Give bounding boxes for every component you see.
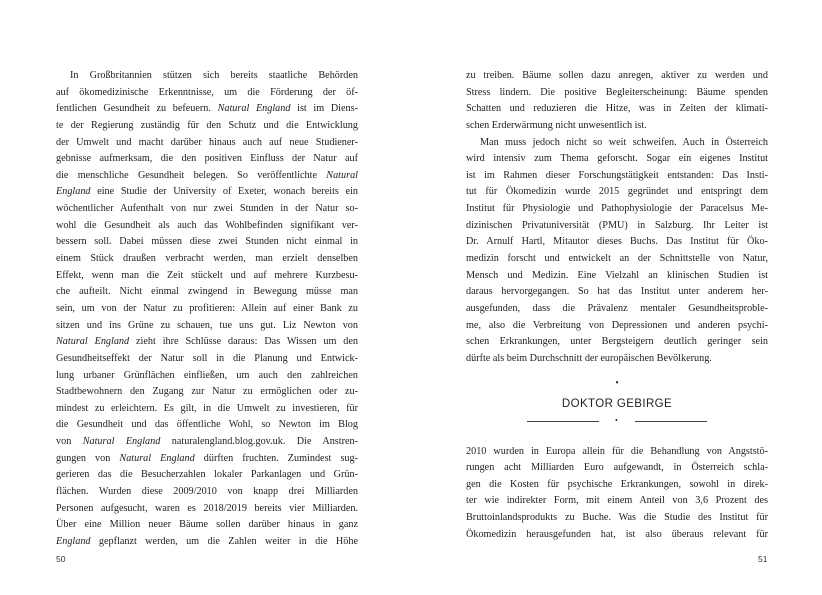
text-line: Man muss jedoch nicht so weit schweifen. Auch in Österreich (480, 136, 768, 148)
text-line: einem Stück draußen verbracht werden, man erzielt denselben (56, 253, 358, 265)
text-line: tut für Ökomedizin wurde 2015 gegründet und entspringt dem (466, 186, 768, 198)
page-number-left: 50 (56, 554, 66, 564)
text-line: Institut für Physiologie und Pathophysiologie der Paracelsus Me- (466, 203, 768, 215)
text-line: Bruttoinlandsprodukts zu Buche. Was die Studie des Institut für (466, 512, 768, 524)
text-line: Stadtbewohnern den Zugang zur Natur zu ermöglichen oder zu- (56, 386, 358, 398)
text-line: sein, um von der Natur zu profitieren: Allein auf einer Bank zu (56, 302, 358, 314)
text-line: Gesundheitseffekt der Natur soll in die Planung und Entwick- (56, 352, 358, 364)
text-line: Schatten und reduzieren die Hitze, was in Zeiten der klimati- (466, 103, 768, 115)
text-line: bessern soll. Dabei müssen diese zwei Stunden nicht einmal in (56, 236, 358, 248)
text-line: gen die Kosten für psychische Erkrankungen, sowohl in direk- (466, 478, 768, 490)
text-line: wird intensiv zum Thema geforscht. Sogar ein eigenes Institut (466, 153, 768, 165)
text-line: Mensch und Medizin. Eine Vielzahl an klinischen Studien ist (466, 269, 768, 281)
divider-dot: • (615, 415, 618, 425)
text-line: daraus hervorgegangen. So hat das Institut unter anderem her- (466, 286, 768, 298)
text-line: sitzen und ins Grüne zu schauen, tue uns gut. Liz Newton von (56, 319, 358, 331)
text-line: che aufteilt. Nicht einmal zwingend in Bewegung müsse man (56, 286, 358, 298)
text-line: Effekt, wenn man die Zeit stückelt und auf mehrere Kurzbesu- (56, 269, 358, 281)
text-line: fentlichen Gesundheit zu befeuern. Natural England ist im Diens- (56, 103, 358, 115)
text-line: ist im Rahmen dieser Forschungstätigkeit entstanden: Das Insti- (466, 169, 768, 181)
text-line: Über eine Million neuer Bäume sollen darüber hinaus in ganz (56, 519, 358, 531)
text-line: schen Erderwärmung nicht unwesentlich ist. (466, 119, 647, 131)
text-line: die menschliche Gesundheit belegen. So veröffentlichte Natural (56, 169, 358, 181)
text-line: In Großbritannien stützen sich bereits staatliche Behörden (70, 70, 358, 81)
text-line: die Gesundheit und das öffentliche Wohl, so Newton im Blog (56, 419, 358, 431)
text-line: gungen von Natural England dürften fruchten. Zumindest sug- (56, 452, 358, 464)
divider-line-right (635, 421, 707, 422)
left-page-text (56, 68, 358, 551)
text-line: dürfte als beim Durchschnitt der europäischen Bevölkerung. (466, 352, 712, 364)
section-heading: DOKTOR GEBIRGE (561, 397, 673, 410)
text-line: gebnisse aufmerksam, die den positiven Einfluss der Natur auf (56, 153, 358, 165)
text-line: flächen. Wurden diese 2009/2010 von knapp drei Milliarden (56, 486, 358, 498)
text-line: England gepflanzt werden, um die Zahlen weiter in die Höhe (56, 535, 358, 547)
text-line: ausgefunden, dass die Prävalenz mentaler Gesundheitsproble- (466, 302, 768, 314)
text-line: me, also die Verbreitung von Depressionen und anderen psychi- (466, 319, 768, 331)
text-line: Stress lindern. Die positive Begleiterscheinung: Bäume spenden (466, 86, 768, 98)
text-line: zu treiben. Bäume sollen dazu anregen, aktiver zu werden und (466, 70, 768, 81)
text-line: Dr. Arnulf Hartl, Mitautor dieses Buchs. Das Institut für Öko- (466, 236, 768, 248)
text-line: rungen acht Milliarden Euro aufgewandt, in Österreich schla- (466, 462, 768, 474)
text-line: England eine Studie der University of Exeter, wonach bereits ein (56, 186, 358, 198)
text-line: dizinischen Privatuniversität (PMU) in Salzburg. Ihr Leiter ist (466, 219, 768, 231)
text-line: wöchentlicher Aufenthalt von nur zwei Stunden in der Natur so- (56, 203, 358, 215)
text-line: der Umwelt und macht darüber hinaus auch auf neue Studiener- (56, 136, 358, 148)
text-line: ter wie indirekter Form, mit einem Anteil von 3,6 Prozent des (466, 495, 768, 507)
text-line: von Natural England naturalengland.blog.gov.uk. Die Anstren- (56, 436, 358, 448)
text-line: 2010 wurden in Europa allein für die Behandlung von Angststö- (466, 445, 768, 457)
text-line: wohl die Gesundheit als auch das Wohlbefinden signifikant ver- (56, 219, 358, 231)
text-line: lung urbaner Grünflächen einfließen, um auch den zahlreichen (56, 369, 358, 381)
right-paragraph-1 (466, 68, 768, 135)
section-ornament: • (615, 377, 619, 389)
page-number-right: 51 (758, 554, 768, 564)
text-line: auf ökomedizinische Erkenntnisse, um die Förderung der öf- (56, 86, 358, 98)
right-page (466, 68, 768, 543)
text-line: te der Regierung zuständig für den Schutz und die Entwicklung (56, 119, 358, 131)
text-line: schen Erkrankungen, unter Bergsteigern deutlich geringer sein (466, 336, 768, 348)
section-spacer (466, 426, 768, 444)
left-page (56, 68, 358, 551)
text-line: gerieren das die Besucherzahlen lokaler Parkanlagen und Grün- (56, 469, 358, 481)
right-paragraph-2 (466, 135, 768, 368)
text-line: Natural England zieht ihre Schlüsse daraus: Das Wissen um den (56, 336, 358, 348)
text-line: medizin forscht und entwickelt an der Schnittstelle von Natur, (466, 253, 768, 265)
text-line: Ökomedizin herausgefunden hat, ist also überaus relevant für (466, 528, 768, 540)
right-paragraph-3 (466, 444, 768, 544)
text-line: Personen aufgesucht, waren es 2018/2019 bereits vier Milliarden. (56, 502, 358, 514)
text-line: mindest zu erleichtern. Es gilt, in die Umwelt zu investieren, für (56, 402, 358, 414)
section-divider (527, 416, 707, 426)
divider-line-left (527, 421, 599, 422)
